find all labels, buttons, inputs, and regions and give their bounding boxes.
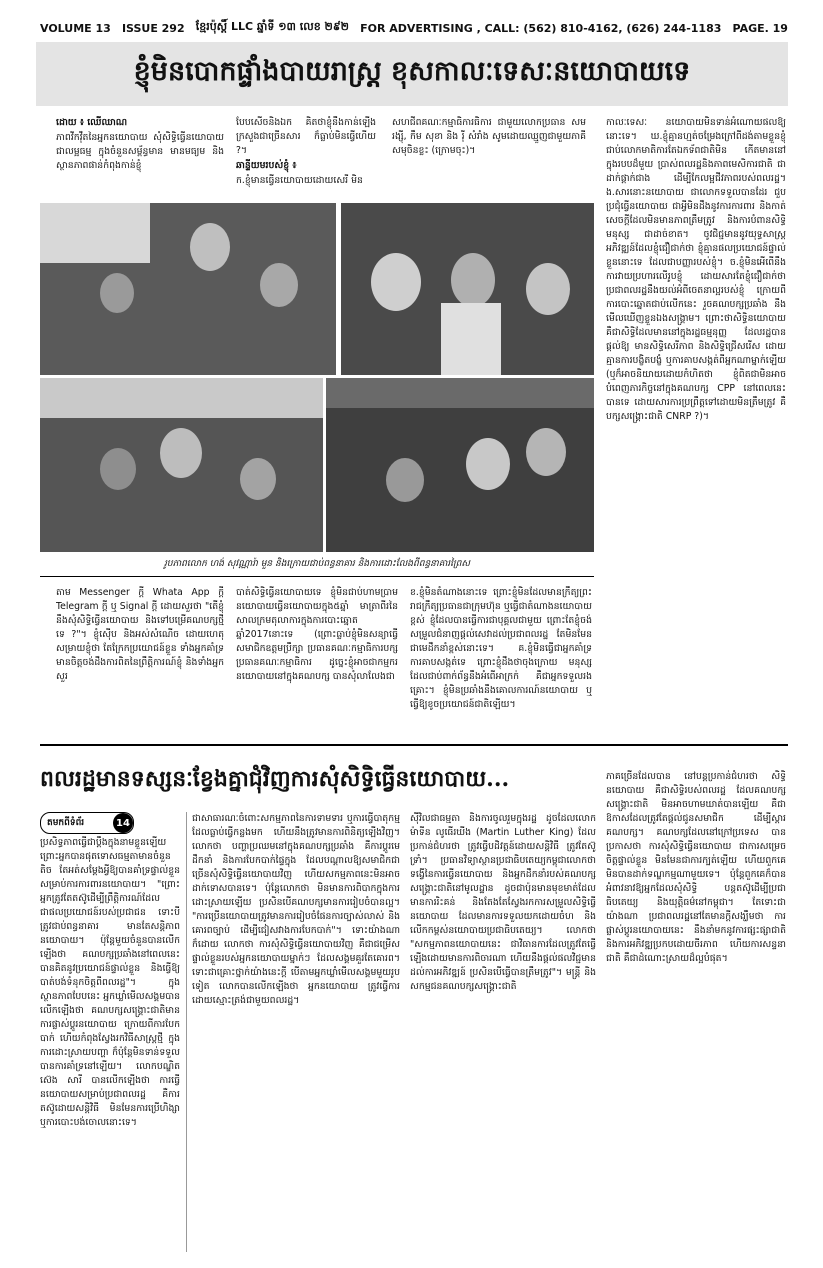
column-divider: [186, 812, 187, 1252]
advertising-contact: FOR ADVERTISING , CALL: (562) 810-4162, (626) 244-1183: [360, 21, 722, 35]
photo-caption: រូបភាពលោក ហង់ សុវណ្ណារ៉ា មួន និងក្រោយជាប់ពន្ធនាគារ និងការដោះលែងពីពន្ធនាគារព្រៃស: [164, 559, 470, 569]
article1-subhead: ឆាន្ទីយមរបស់ខ្ញុំ ៖: [236, 160, 297, 171]
caption-rule: [40, 576, 594, 577]
section-divider: [40, 744, 788, 746]
article2-col4-text: ភាគច្រើនដែលបាន នៅបន្តប្រកាន់ជំហរថា សិទ្ធិនយោបាយ គឺជាសិទ្ធិរបស់ពលរដ្ឋ ដែលគណបក្សសង្គ្រោះជាតិ មិនអាចហាមឃាត់បានឡើយ គឺជាឱកាសដែលត្រូវតែផ្តល់ជូនសមាជិក ដើម្បីស្តារគណបក្ស។ គណបក្សដែលនៅក្រៅប្រទេស បានប្រកាសថា ការសុំសិទ្ធិធ្វើនយោបាយ ជាការសម្រេចចិត្តផ្ទាល់ខ្លួន មិនមែនជាការក្បត់ឡើយ ហើយពួកគេមិនបានដាក់ទណ្ឌកម្មណាមួយទេ។ ប៉ុន្តែពួកគេក៏បានអំពាវនាវឱ្យអ្នកដែលសុំសិទ្ធិ បន្តតស៊ូដើម្បីប្រជាធិបតេយ្យ និងយុត្តិធម៌នៅកម្ពុជា។ តែទោះជាយ៉ាងណា ប្រជាពលរដ្ឋនៅតែមានក្តីសង្ឃឹមថា ការផ្លាស់ប្តូរនយោបាយនេះ នឹងនាំមកនូវការផ្សះផ្សាជាតិ និងការអភិវឌ្ឍប្រកបដោយចីរភាព ហើយការសន្ទនាជាតិ គឺជាដំណោះស្រាយដ៏ល្អបំផុត។: [606, 771, 786, 964]
article1-lower-col3-text: ខ.ខ្ញុំមិនតំណាងនោះទេ ព្រោះខ្ញុំមិនដែលមានក្រឹត្យព្រះរាជក្រឹត្យប្រធានជាក្រុមហ៊ុន ឬធ្វើជាតំណាងនយោបាយខ្ពស់ ខ្ញុំដែលបានធ្វើការជាបុគ្គលជាមួយ ព្រោះតែខ្ញុំចង់សម្រួលជំនាញផ្តល់សេវាដល់ប្រជាពលរដ្ឋ តែមិនមែនជាមេដឹកនាំខ្ពស់នោះទេ។ គ.ខ្ញុំមិនធ្វើជាអ្នកគាំទ្រការគាបសង្កត់ទេ ព្រោះខ្ញុំដឹងថាចុងក្រោយ មនុស្សដែលជាប់ពាក់ព័ន្ធនឹងអំពើអាក្រក់ គឺជាអ្នកទទួលរងគ្រោះ។ ខ្ញុំមិនប្រឆាំងនឹងគោលការណ៍នយោបាយ ឬធ្វើឱ្យខូចប្រយោជន៍ជាតិឡើយ។: [410, 587, 592, 710]
article1-col4: [606, 116, 786, 738]
paper-name: ខ្មែរប៉ុស្តិ៍ LLC ឆ្នាំទី ១៣ លេខ ២៩២: [195, 20, 349, 33]
continued-from-badge: [40, 812, 134, 834]
article1-col2-top: [236, 116, 376, 200]
article2-headline: ពលរដ្ឋមានទស្សនៈខ្វែងគ្នាជុំវិញការសុំសិទ្ធិធ្វើនយោបាយ...: [40, 766, 510, 792]
photo-airplane-cabin: [326, 378, 594, 552]
article1-col3-text: សហជីពគណៈកម្មាធិការធិការ ជាមួយលោកប្រធាន សម រង្ស៊ី, កឹម សុខា និង រ៉ី សំរាំង សូមដោយឈ្មួញជាមួយភាគីសមុចិនខ្លះ (ក្រោមចុះ)។: [392, 117, 586, 156]
issue-label: ISSUE 292: [121, 21, 185, 35]
article1-lower-col2: [236, 586, 398, 734]
article1-lower-col2-text: បាត់សិទ្ធិធ្វើនយោបាយទេ ខ្ញុំមិនជាប់ហាមប្រាមនយោបាយធ្វើនយោបាយក្នុង៥ឆ្នាំ មាត្រាពីរនៃសាលក្រមតុលាការក្នុងការបោះឆ្នោតឆ្នាំ2017នោះទេ (ព្រោះធ្លាប់ខ្ញុំមិនសន្យាធ្វើសមាជិកឧត្តមប្រឹក្សា ប្រធានគណៈកម្មាធិការបក្សប្រធានគណៈកម្មាធិការ ដូច្នេះខ្ញុំអាចជាកម្មករនយោបាយនៅក្នុងគណបក្ស បានសុំលាលែងជា: [236, 587, 398, 682]
article1-lower-col1: [56, 586, 224, 734]
article2-col1-text: ប្រសិទ្ធភាពធ្វើជាប្តឹងក្នុងនាមខ្លួនឡើយ ព្រោះអ្នកបានផុតទោសធម្មតាមានចំនួនតិច តែអត់សម្តែងអ្វីឱ្យបានគាំទ្រផ្ទាល់ខ្លួនសម្រាប់ការការពារនយោបាយ។ "ព្រោះអ្នកត្រូវតែតស៊ូដើម្បីព្រឹត្តិការណ៍ដែលជាផលប្រយោជន៍របស់ប្រជាជន ទោះបីត្រូវជាប់ពន្ធនាគារ មានតែសន្តិភាពនយោបាយ។ ប៉ុន្តែមួយចំនួនបានលើកឡើងថា គណបក្សប្រឆាំងនៅពេលនេះ បានគិតនូវប្រយោជន៍ផ្ទាល់ខ្លួន និងធ្វើឱ្យបាត់បង់ទំនុកចិត្តពីពលរដ្ឋ"។ ក្នុងស្ថានភាពបែបនេះ អ្នកឃ្លាំមើលសង្គមបានលើកឡើងថា គណបក្សសង្គ្រោះជាតិមានការផ្លាស់ប្តូរនយោបាយ ក្រោយពីការបែកបាក់ ហើយកំពុងស្វែងរកវិធីសាស្ត្រថ្មី ក្នុងការដោះស្រាយបញ្ហា ក៏ប៉ុន្តែមិនទាន់ទទួលបានការគាំទ្រនៅឡើយ។ លោកបណ្ឌិត ស៊េង សារី បានលើកឡើងថា ការធ្វើនយោបាយសម្រាប់ប្រជាពលរដ្ឋ គឺការតស៊ូដោយសន្តិវិធី មិនមែនការប្រើហិង្សា ឬការបោះបង់ចោលនោះទេ។: [40, 837, 180, 1128]
article1-byline: ដោយ ៖ ឈើឈាណ: [56, 117, 128, 128]
article1-col3-top: [392, 116, 586, 200]
article1-col2-subtext: ក.ខ្ញុំមានធ្វើនយោបាយដោយសេរី មិន: [236, 175, 363, 186]
article2-col2: [192, 812, 400, 1256]
article1-lower-col1-text: តាម Messenger ក្តី Whata App ក្តី Telegram ក្តី ឬ Signal ក្តី ដោយសួរថា "តើខ្ញុំនឹងសុំសិទ្ធិធ្វើនយោបាយ និងទៅបម្រើគណបក្សថ្មីទេ ?"។ ខ្ញុំស៊ើប និងអស់សំណើច ដោយហេតុសម្រាយខ្ញុំថា តែក្រែកប្រយោជន៍ខ្លួន ទាំងអ្នកគាំទ្រមានចិត្តចង់ដឹងការពិតនៃព្រឹត្តិការណ៍ខ្ញុំ និងទាំងអ្នកសួរ: [56, 587, 224, 682]
photo-raised-arms: [341, 203, 594, 375]
continued-label: តមកពីទំព័រ: [47, 817, 85, 828]
article2-col2-text: ជាសាធារណៈចំពោះសកម្មភាពនៃការទាមទារ ឬការធ្វើបាតុកម្មដែលធ្លាប់ធ្វើកន្លងមក ហើយនឹងត្រូវមានការពិនិត្យឡើងវិញ។ លោកថា បញ្ហាប្រឈមនៅក្នុងគណបក្សប្រឆាំង គឺការប្តូរមេដឹកនាំ និងការបែកបាក់ផ្ទៃក្នុង ដែលបណ្តាលឱ្យសមាជិកជាច្រើនសុំសិទ្ធិធ្វើនយោបាយវិញ ហើយសកម្មភាពនេះមិនអាចដាក់ទោសបានទេ។ ប៉ុន្តែលោកថា មិនមានការពិបាកក្នុងការដោះស្រាយឡើយ ប្រសិនបើគណបក្សមានការរៀបចំបានល្អ។ "ការប្រើនយោបាយត្រូវមានការរៀបចំផែនការច្បាស់លាស់ និងគោរពច្បាប់ ដើម្បីជៀសវាងការបែកបាក់"។ ទោះយ៉ាងណាក៏ដោយ លោកថា ការសុំសិទ្ធិធ្វើនយោបាយវិញ គឺជាជម្រើសផ្ទាល់ខ្លួនរបស់អ្នកនយោបាយម្នាក់ៗ ដែលសង្គមគួរតែគោរព។ ទោះជាគ្រោះថ្នាក់យ៉ាងនេះក្តី បើតាមអ្នកឃ្លាំមើលសង្គមមួយរូបទៀត លោកបានលើកឡើងថា អ្នកនយោបាយ ត្រូវធ្វើការដោយស្មោះត្រង់ជាមួយពលរដ្ឋ។: [192, 813, 400, 1006]
article2-col3-text: ស៊ីវិលជាធម្មតា និងការចូលរួមក្នុងរដ្ឋ ដូចដែលលោក ម៉ាទីន លូធើរឃីង (Martin Luther King) ដែលប្រកាន់ជំហរថា ត្រូវធ្វើបដិវត្តន៍ដោយសន្តិវិធី ត្រូវតែស៊ូទ្រាំ។ ប្រធានវិទ្យាស្ថានប្រជាធិបតេយ្យកម្ពុជាលោកថា ទង្វើនៃការធ្វើនយោបាយ និងអ្នកដឹកនាំរបស់គណបក្សសង្គ្រោះជាតិនៅមូលដ្ឋាន ដូចជាប៉ុនមានមុខមាត់ដែលមានការរិះគន់ និងតែងតែស្វែងរកការសម្រួលសិទ្ធិធ្វើនយោបាយ ដែលមានការទទួលយកដោយចំហ និងលើកកម្ពស់នយោបាយប្រជាធិបតេយ្យ។ លោកថា "សកម្មភាពនយោបាយនេះ ជាវិធានការដែលត្រូវតែធ្វើឡើងដោយមានការពិចារណា ហើយនឹងផ្តល់ផលវិជ្ជមានដល់ការអភិវឌ្ឍន៍ ប្រសិនបើធ្វើបានត្រឹមត្រូវ"។ មន្ត្រី និងសកម្មជនគណបក្សសង្គ្រោះជាតិ: [410, 813, 596, 992]
continued-page-number: 14: [113, 813, 133, 833]
article1-headline: ខ្ញុំមិនបោកផ្ទាំងបាយរាស្ត្រ ខុសកាលៈទេសៈនយោបាយទេ: [133, 55, 691, 87]
article2-col1: [40, 836, 180, 1256]
article2-col3: [410, 812, 596, 1256]
article1-lower-col3: [410, 586, 592, 734]
article2-col4: [606, 770, 786, 1256]
article1-col4-text: កាលៈទេសៈ នយោបាយមិនទាន់អំណោយផលឱ្យនោះទេ។ ឃ.ខ្ញុំគ្មានហ្មត់ចម្រែងក្រៅពីដង់តាមខ្លួនខ្ញុំជាប់លោកមាតិការតែឯកទ័ពជាតិមិន កើតមាននៅក្នុងរបបដ៏មួយ ប្រាស់ពលរដ្ឋនិងភាពមេសិការជាតិ ជាដាក់ផ្តាក់ជាង ដើម្បីកែលម្អជីវភាពរបស់ពលរដ្ឋ។ ង.សារនោះនយោបាយ ជាលោកទទួលបានដែរ ជួបប្រជុំធ្វើនយោបាយ ជាអ្វីមិនដឹងនូវការការពារ និងកាត់សេចក្តីដែលមិនមានភាពត្រឹមត្រូវ និងការបំពានសិទ្ធិមនុស្ស ជាដាច់ខាត។ ចូវជិជ្ជមាននូវយុទ្ធសាស្ត្រអភិវឌ្ឍន៍ដែលខ្ញុំជឿជាក់ថា ខ្ញុំគ្មានផលប្រយោជន៍ផ្ទាល់ខ្លួននោះទេ ដែលជាបញ្ញារបស់ខ្ញុំ។ ច.ខ្ញុំមិនអើពើនឹងការវាយប្រហារលើរូបខ្ញុំ ដោយសារតែខ្ញុំជឿជាក់ថា ប្រជាពលរដ្ឋនឹងយល់អំពីចេតនាល្អរបស់ខ្ញុំ ក្រោយពីការបោះឆ្នោតជាប់លើកនេះ រួចគណបក្សប្រឆាំង នឹងមើលឃើញខ្លួនឯងសង្គ្រាម។ ព្រោះថាសិទ្ធិនយោបាយ គឺជាសិទ្ធិដែលមាននៅក្នុងរដ្ឋធម្មនុញ្ញ ដែលរដ្ឋបានផ្តល់ឱ្យ មានសិទ្ធិសេរីភាព និងសិទ្ធិជ្រើសរើស ដោយគ្មានការបង្ខិតបង្ខំ ឬការគាបសង្កត់ពីអ្នកណាម្នាក់ឡើយ (ឬក៏អាចនិយាយដោយកំហិតថា ខ្ញុំពិតជាមិនអាចបំពេញភារកិច្ចនៅក្នុងគណបក្ស CPP នៅពេលនេះបានទេ ដោយសារការប្រព្រឹត្តទៅដោយមិនត្រឹមត្រូវ គឺបក្សសង្គ្រោះជាតិ CNRP ?)។: [606, 117, 786, 422]
article1-col1-text: ភាពវីកវ៉ឹតនៃអ្នកនយោបាយ សុំសិទ្ធិធ្វើនយោបាយជាលម្អធម្ម ក្នុងចំនួនសម្ព័ន្ធមាន មានមធ្យម និងស្ថានភាពផាន់កំពុងកាន់ខ្ញុំ: [56, 132, 224, 171]
volume-label: VOLUME 13: [40, 21, 111, 35]
article1-col1-top: [56, 116, 224, 200]
photo-press-crowd: [40, 378, 323, 552]
photo-bus-crowd: [40, 203, 336, 375]
page-number: PAGE. 19: [732, 21, 788, 35]
masthead: [40, 18, 788, 38]
article1-col2-text: បែបសើចនិងឯក គិតថាខ្ញុំនឹងកាន់ឡើងក្រសួងជាច្រើនសារ ក៏ធ្លាប់មិនធ្វើហើយ ?។: [236, 117, 376, 156]
